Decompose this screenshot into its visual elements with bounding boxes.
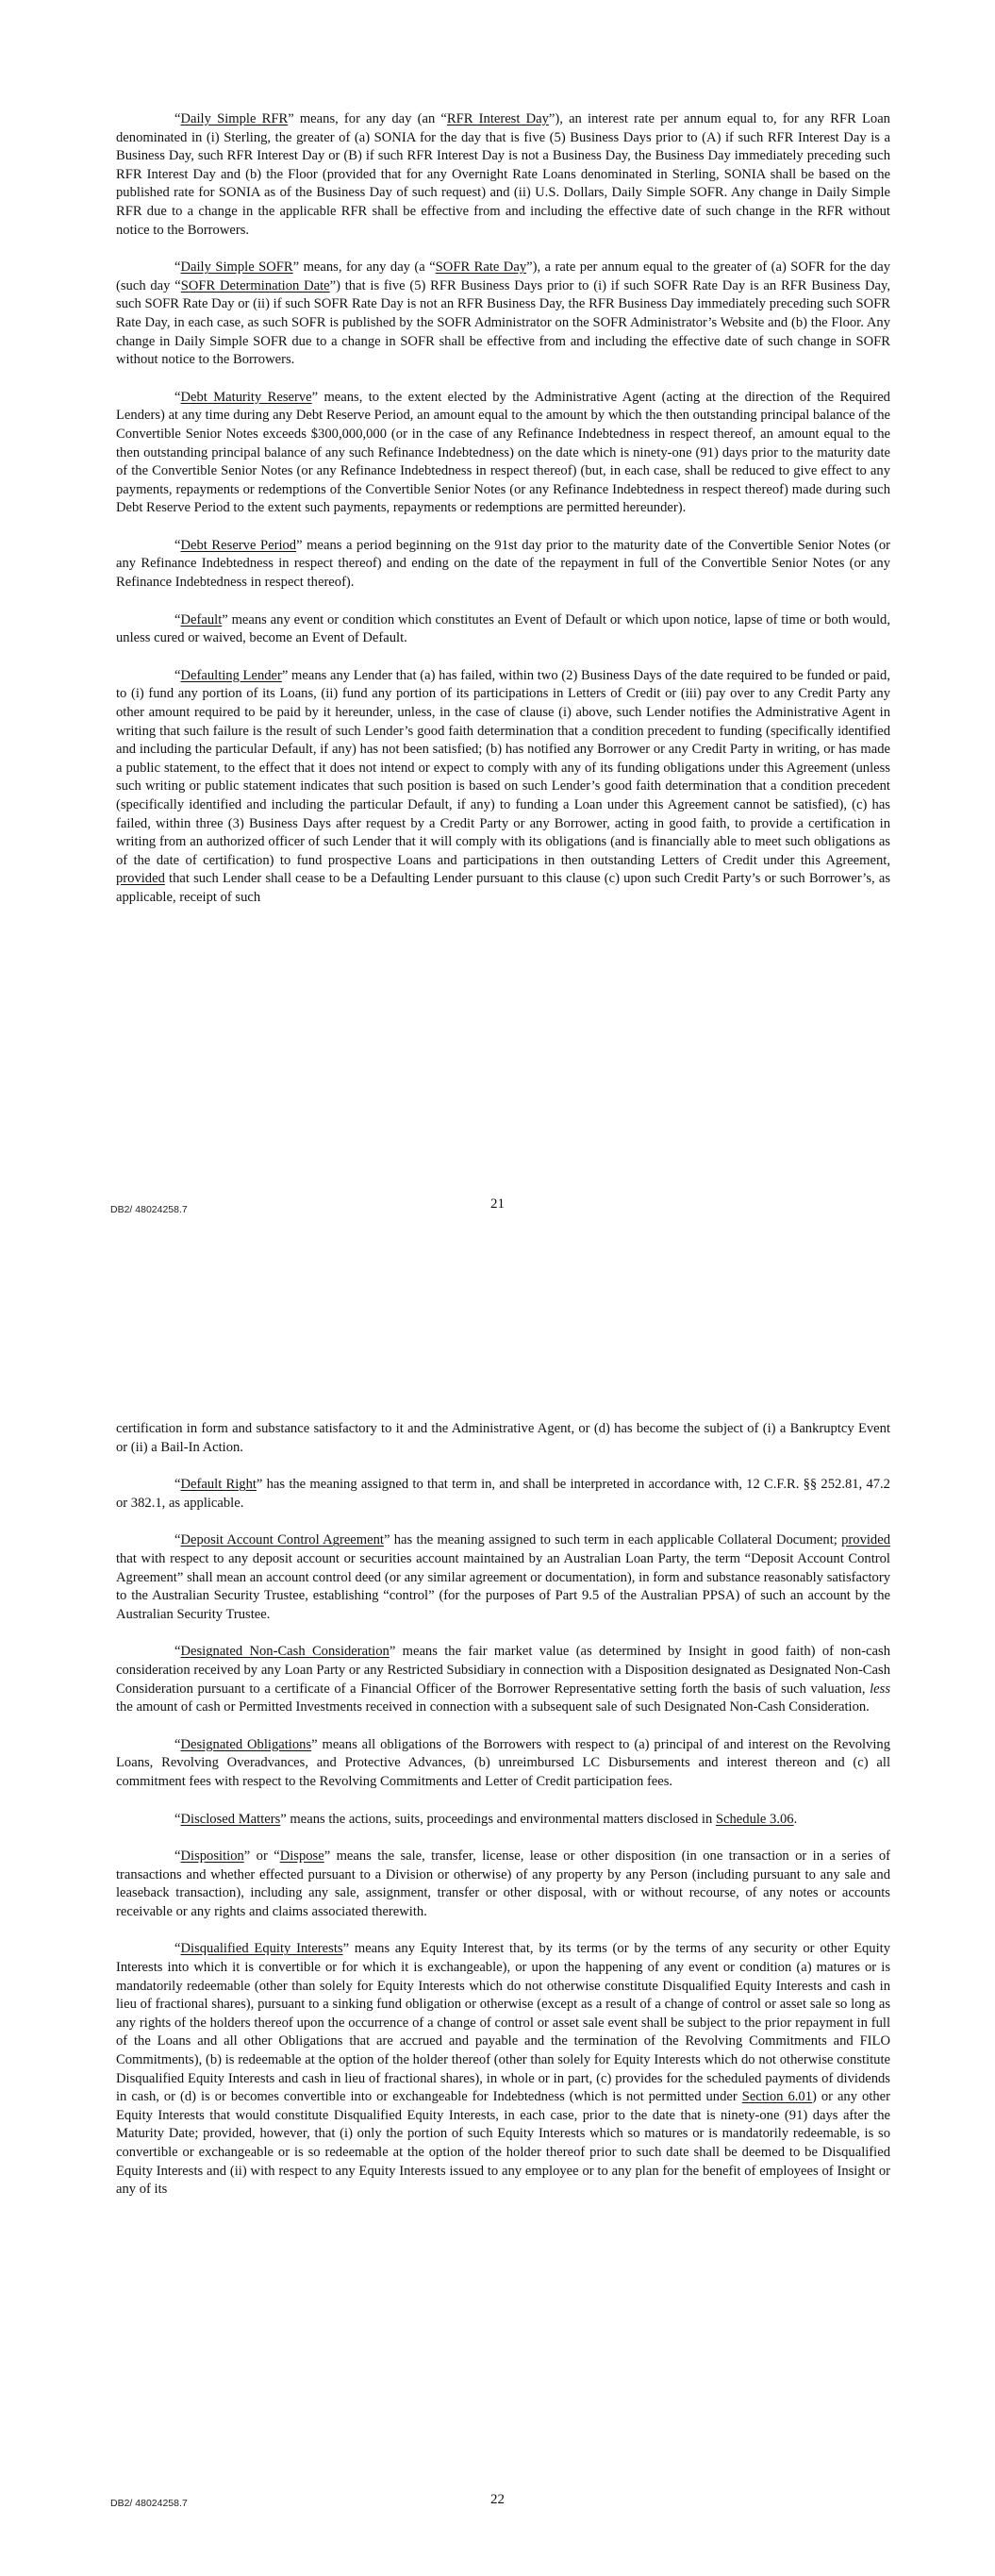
defined-term: Disclosed Matters: [180, 1811, 281, 1827]
page-number: 22: [490, 2492, 505, 2507]
italic-term: less: [870, 1681, 890, 1697]
defined-term: SOFR Determination Date: [180, 277, 330, 293]
definition-default: “Default” means any event or condition which constitutes an Event of Default or which upon notice, lapse of time or both would, unless cured or waived, become an Event of Default.: [116, 611, 890, 646]
defined-term: Deposit Account Control Agreement: [180, 1532, 384, 1548]
defined-term: Daily Simple SOFR: [180, 259, 293, 276]
page-number: 21: [490, 1196, 505, 1212]
definition-daily-simple-sofr: “Daily Simple SOFR” means, for any day (a “SOFR Rate Day”), a rate per annum equal to the greater of (a) SOFR for the day (such day “SOFR Determination Date”) that is five (5) RFR Business Days prior to (i) if such SOFR Rate Day is an RFR Business Day, such SOFR Rate Day or (ii) if such SOFR Rate Day is not an RFR Business Day, the RFR Business Day immediately preceding such SOFR Rate Day, in each case, as such SOFR is published by the SOFR Administrator on the SOFR Administrator’s Website and (b) the Floor. Any change in Daily Simple SOFR due to a change in SOFR shall be effective from and including the effective date of such change in SOFR without notice to the Borrowers.: [116, 259, 891, 368]
definition-disclosed-matters: “Disclosed Matters” means the actions, suits, proceedings and environmental matters disclosed in Schedule 3.06.: [174, 1811, 798, 1827]
schedule-reference: Schedule 3.06: [715, 1811, 794, 1827]
continuation-paragraph: certification in form and substance satisfactory to it and the Administrative Agent, or (d) has become the subject of (i) a Bankruptcy Event or (ii) a Bail-In Action.: [116, 1421, 890, 1455]
definition-daily-simple-rfr: “Daily Simple RFR” means, for any day (an “RFR Interest Day”), an interest rate per annum equal to, for any RFR Loan denominated in (i) Sterling, the greater of (a) SONIA for the day that is five (5) Business Days prior to (A) if such RFR Interest Day is a Business Day, such RFR Interest Day or (B) if such RFR Interest Day is not a Business Day, the Business Day immediately preceding such RFR Interest Day and (b) the Floor (provided that for any Overnight Rate Loans denominated in Sterling, SONIA shall be based on the published rate for SONIA as of the Business Day of such request) and (ii) U.S. Dollars, Daily Simple SOFR. Any change in Daily Simple RFR due to a change in the applicable RFR shall be effective from and including the effective date of such change in the RFR without notice to the Borrowers.: [116, 111, 890, 238]
defined-term: RFR Interest Day: [446, 111, 549, 126]
defined-term: SOFR Rate Day: [435, 259, 527, 276]
defined-term: Default Right: [180, 1477, 257, 1493]
defined-term: Designated Obligations: [180, 1736, 312, 1752]
defined-term: Defaulting Lender: [180, 667, 282, 683]
proviso-term: provided: [841, 1532, 890, 1548]
definition-deposit-account-control-agreement: “Deposit Account Control Agreement” has the meaning assigned to such term in each applicable Collateral Document; provided that with respect to any deposit account or securities account maintained by an Australian Loan Party, the term “Deposit Account Control Agreement” shall mean an account control deed (or any similar agreement or documentation), in form and substance reasonably satisfactory to the Australian Security Trustee, establishing “control” (for the purposes of Part 9.5 of the Australian PPSA) of such an account by the Australian Security Trustee.: [116, 1532, 890, 1622]
document-id-footer: DB2/ 48024258.7: [110, 2498, 188, 2509]
defined-term: Daily Simple RFR: [180, 111, 289, 126]
definition-designated-non-cash-consideration: “Designated Non-Cash Consideration” means the fair market value (as determined by Insight in good faith) of non-cash consideration received by any Loan Party or any Restricted Subsidiary in connection with a Disposition designated as Designated Non-Cash Consideration pursuant to a certificate of a Financial Officer of the Borrower Representative setting forth the basis of such valuation, less the amount of cash or Permitted Investments received in connection with a subsequent sale of such Designated Non-Cash Consideration.: [116, 1644, 890, 1715]
definition-defaulting-lender: “Defaulting Lender” means any Lender that (a) has failed, within two (2) Business Days of the date required to be funded or paid, to (i) fund any portion of its Loans, (ii) fund any portion of its participations in Letters of Credit or (iii) pay over to any Credit Party any other amount required to be paid by it hereunder, unless, in the case of clause (i) above, such Lender notifies the Administrative Agent in writing that such failure is the result of such Lender’s good faith determination that a condition precedent to funding (specifically identified and including the particular Default, if any) has not been satisfied; (b) has notified any Borrower or any Credit Party in writing, or has made a public statement, to the effect that it does not intend or expect to comply with any of its funding obligations under this Agreement (unless such writing or public statement indicates that such position is based on such Lender’s good faith determination that a condition precedent (specifically identified and including the particular Default, if any) to funding a Loan under this Agreement cannot be satisfied), (c) has failed, within three (3) Business Days after request by a Credit Party or any Borrower, acting in good faith, to provide a certification in writing from an authorized officer of such Lender that it will comply with its obligations (and is financially able to meet such obligations as of the date of certification) to fund prospective Loans and participations in then outstanding Letters of Credit under this Agreement, provided that such Lender shall cease to be a Defaulting Lender pursuant to this clause (c) upon such Credit Party’s or such Borrower’s, as applicable, receipt of such: [116, 667, 890, 905]
definition-debt-maturity-reserve: “Debt Maturity Reserve” means, to the extent elected by the Administrative Agent (acting at the direction of the Required Lenders) at any time during any Debt Reserve Period, an amount equal to the amount by which the then outstanding principal balance of the Convertible Senior Notes exceeds $300,000,000 (or in the case of any Refinance Indebtedness in respect thereof, an amount equal to the then outstanding principal balance of any such Refinance Indebtedness) on the date which is ninety-one (91) days prior to the maturity date of the Convertible Senior Notes (or any Refinance Indebtedness in respect thereof) (but, in each case, shall be reduced to give effect to any payments, repayments or redemptions of the Convertible Senior Notes (or any Refinance Indebtedness in respect thereof) made during such Debt Reserve Period to the extent such payments, repayments or redemptions are permitted hereunder).: [116, 389, 890, 516]
page-body: [116, 110, 890, 927]
proviso-term: provided: [116, 871, 165, 887]
definition-disposition: “Disposition” or “Dispose” means the sale, transfer, license, lease or other disposition (in one transaction or in a series of transactions and whether effected pursuant to a Division or otherwise) of any property by any Person (including pursuant to any sale and leaseback transaction), including any sale, assignment, transfer or other disposal, with or without recourse, of any notes or accounts receivable or any rights and claims associated therewith.: [116, 1848, 890, 1919]
defined-term: Dispose: [279, 1848, 324, 1865]
defined-term: Debt Maturity Reserve: [180, 389, 312, 405]
definition-designated-obligations: “Designated Obligations” means all obligations of the Borrowers with respect to (a) principal of and interest on the Revolving Loans, Revolving Overadvances, and Protective Advances, (b) unreimbursed LC Disbursements and interest thereon and (c) all commitment fees with respect to the Revolving Commitments and Letter of Credit participation fees.: [116, 1736, 890, 1789]
definition-disqualified-equity-interests: “Disqualified Equity Interests” means any Equity Interest that, by its terms (or by the terms of any security or other Equity Interests into which it is convertible or for which it is exchangeable), or upon the happening of any event or condition (a) matures or is mandatorily redeemable (other than solely for Equity Interests which do not otherwise constitute Disqualified Equity Interests and cash in lieu of fractional shares), pursuant to a sinking fund obligation or otherwise (except as a result of a change of control or asset sale so long as any rights of the holders thereof upon the occurrence of a change of control or asset sale event shall be subject to the prior repayment in full of the Loans and all other Obligations that are accrued and payable and the termination of the Revolving Commitments and FILO Commitments), (b) is redeemable at the option of the holder thereof (other than solely for Equity Interests which do not otherwise constitute Disqualified Equity Interests and cash in lieu of fractional shares), in whole or in part, (c) provides for the scheduled payments of dividends in cash, or (d) is or becomes convertible into or exchangeable for Indebtedness (which is not permitted under Section 6.01) or any other Equity Interests that would constitute Disqualified Equity Interests, in each case, prior to the date that is ninety-one (91) days after the Maturity Date; provided, however, that (i) only the portion of such Equity Interests which so matures or is mandatorily redeemable, is so convertible or exchangeable or is so redeemable at the option of the holder thereof prior to such date shall be deemed to be Disqualified Equity Interests and (ii) with respect to any Equity Interests issued to any employee or to any plan for the benefit of employees of Insight or any of its: [116, 1941, 891, 2198]
defined-term: Designated Non-Cash Consideration: [180, 1644, 390, 1660]
defined-term: Disposition: [180, 1848, 244, 1865]
definition-debt-reserve-period: “Debt Reserve Period” means a period beginning on the 91st day prior to the maturity date of the Convertible Senior Notes (or any Refinance Indebtedness in respect thereof) and ending on the date of the repayment in full of the Convertible Senior Notes (or any Refinance Indebtedness in respect thereof).: [116, 537, 890, 591]
defined-term: Disqualified Equity Interests: [180, 1941, 343, 1957]
definition-default-right: “Default Right” has the meaning assigned to that term in, and shall be interpreted in accordance with, 12 C.F.R. §§ 252.81, 47.2 or 382.1, as applicable.: [116, 1477, 890, 1511]
page-22: [0, 1288, 995, 2576]
defined-term: Default: [180, 611, 223, 627]
defined-term: Debt Reserve Period: [180, 537, 297, 553]
section-reference: Section 6.01: [741, 2089, 812, 2105]
page-body: [116, 1420, 890, 2218]
document-id-footer: DB2/ 48024258.7: [110, 1204, 188, 1215]
